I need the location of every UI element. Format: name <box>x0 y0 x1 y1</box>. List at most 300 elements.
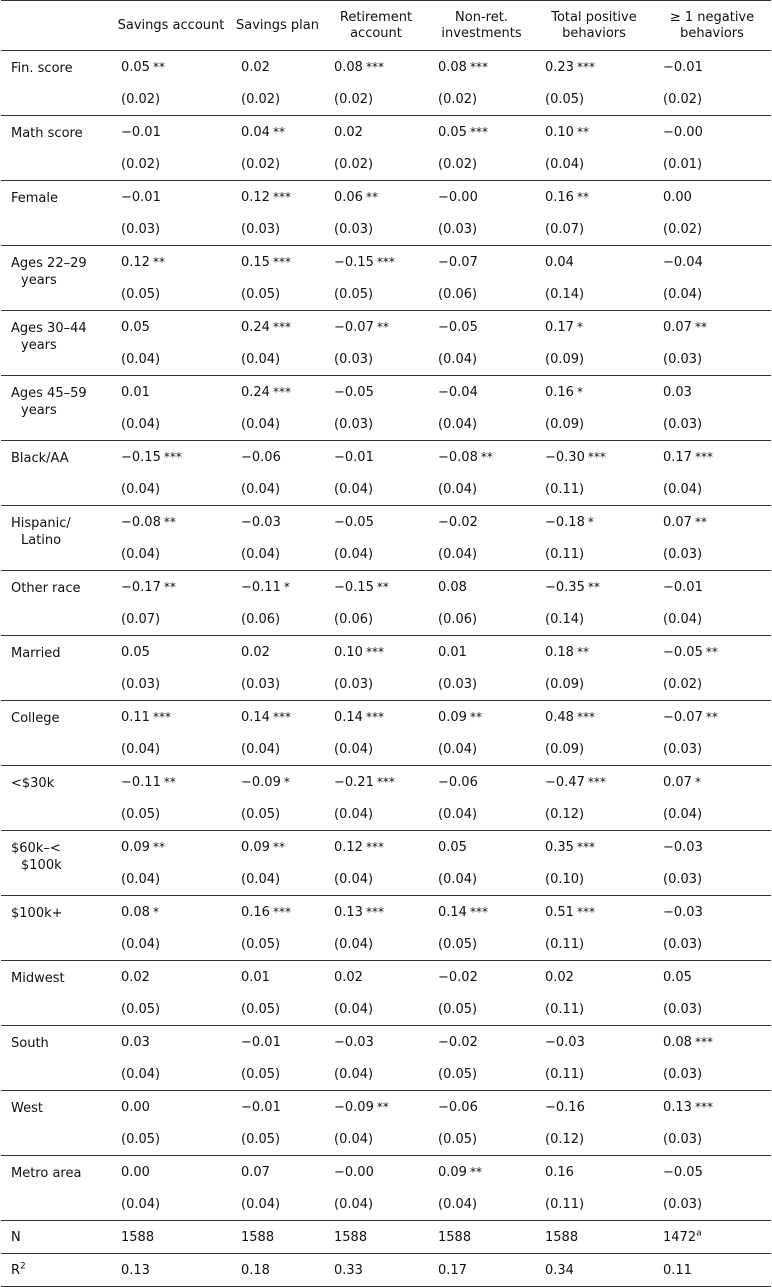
coefficient-value: 0.05 <box>121 319 150 335</box>
standard-error-cell: (0.05) <box>428 1124 535 1156</box>
significance-stars: *** <box>576 904 595 919</box>
coefficient-value: 0.05 <box>121 59 150 75</box>
statistic-value <box>653 1254 771 1287</box>
statistic-value-text: 1472 <box>663 1229 697 1245</box>
standard-error-cell: (0.04) <box>324 734 428 766</box>
coefficient-row <box>1 441 771 474</box>
significance-stars: *** <box>469 59 488 74</box>
coefficient-value: 0.07 <box>663 319 692 335</box>
coefficient-cell <box>324 181 428 214</box>
statistic-value-text: 1588 <box>241 1229 275 1245</box>
standard-error-cell: (0.04) <box>428 344 535 376</box>
standard-error-cell: (0.07) <box>535 214 653 246</box>
variable-label-line: Hispanic/ <box>11 516 71 531</box>
standard-error-cell: (0.02) <box>428 149 535 181</box>
standard-error-cell: (0.11) <box>535 929 653 961</box>
coefficient-cell <box>535 51 653 84</box>
variable-label-line: Metro area <box>11 1166 82 1181</box>
coefficient-row <box>1 1156 771 1189</box>
coefficient-value: 0.08 <box>438 59 467 75</box>
standard-error-cell: (0.04) <box>324 539 428 571</box>
coefficient-value: 0.17 <box>545 319 574 335</box>
coefficient-value: 0.08 <box>438 579 467 595</box>
standard-error-cell: (0.04) <box>324 474 428 506</box>
standard-error-cell: (0.05) <box>231 929 324 961</box>
standard-error-cell: (0.02) <box>653 214 771 246</box>
significance-stars: ** <box>480 449 493 464</box>
coefficient-cell <box>653 1026 771 1059</box>
significance-stars: *** <box>376 254 395 269</box>
significance-stars: *** <box>272 384 291 399</box>
statistic-row <box>1 1254 771 1287</box>
standard-error-cell: (0.04) <box>324 1059 428 1091</box>
standard-error-cell: (0.06) <box>428 604 535 636</box>
coefficient-cell <box>428 961 535 994</box>
coefficient-cell <box>428 181 535 214</box>
statistic-value <box>324 1254 428 1287</box>
coefficient-value: 0.14 <box>241 709 270 725</box>
significance-stars: ** <box>576 644 589 659</box>
standard-error-cell: (0.03) <box>653 929 771 961</box>
standard-error-cell: (0.04) <box>111 929 231 961</box>
variable-label-line: Midwest <box>11 971 65 986</box>
variable-label-line: <$30k <box>11 776 55 791</box>
coefficient-row <box>1 896 771 929</box>
coefficient-cell <box>653 571 771 604</box>
statistic-value-text: 0.33 <box>334 1262 363 1278</box>
coefficient-value: −0.03 <box>334 1034 374 1050</box>
standard-error-cell: (0.05) <box>428 994 535 1026</box>
standard-error-cell: (0.03) <box>653 1189 771 1221</box>
variable-label <box>1 571 111 636</box>
variable-label-line: Math score <box>11 126 83 141</box>
column-header-line: Savings plan <box>236 17 319 33</box>
coefficient-cell <box>231 636 324 669</box>
coefficient-value: 0.24 <box>241 384 270 400</box>
coefficient-value: −0.47 <box>545 774 585 790</box>
coefficient-cell <box>428 571 535 604</box>
variable-label-line: $60k–< <box>11 841 61 856</box>
standard-error-row <box>1 734 771 766</box>
coefficient-cell <box>111 571 231 604</box>
significance-stars: *** <box>365 59 384 74</box>
standard-error-cell: (0.03) <box>324 344 428 376</box>
standard-error-cell: (0.03) <box>111 214 231 246</box>
variable-label <box>1 441 111 506</box>
coefficient-value: −0.06 <box>241 449 281 465</box>
coefficient-value: 0.01 <box>121 384 150 400</box>
coefficient-cell <box>324 766 428 799</box>
coefficient-value: −0.07 <box>663 709 703 725</box>
standard-error-cell: (0.02) <box>111 84 231 116</box>
standard-error-cell: (0.02) <box>111 149 231 181</box>
coefficient-value: 0.09 <box>438 709 467 725</box>
standard-error-row <box>1 539 771 571</box>
statistic-label <box>1 1221 111 1254</box>
standard-error-cell: (0.05) <box>324 279 428 311</box>
standard-error-cell: (0.04) <box>428 734 535 766</box>
standard-error-cell: (0.05) <box>111 279 231 311</box>
standard-error-row <box>1 409 771 441</box>
coefficient-value: −0.18 <box>545 514 585 530</box>
coefficient-cell <box>428 766 535 799</box>
coefficient-value: −0.03 <box>663 904 703 920</box>
coefficient-cell <box>111 1156 231 1189</box>
coefficient-cell <box>324 51 428 84</box>
statistic-label-text: R <box>11 1262 21 1278</box>
standard-error-cell: (0.05) <box>231 1124 324 1156</box>
significance-stars: * <box>283 579 290 594</box>
coefficient-value: 0.12 <box>334 839 363 855</box>
significance-stars: *** <box>694 449 713 464</box>
coefficient-cell <box>231 831 324 864</box>
column-header <box>428 1 535 51</box>
coefficient-cell <box>231 896 324 929</box>
coefficient-cell <box>428 311 535 344</box>
significance-stars: ** <box>705 709 718 724</box>
standard-error-cell: (0.04) <box>231 734 324 766</box>
standard-error-cell: (0.05) <box>231 799 324 831</box>
significance-stars: *** <box>365 644 384 659</box>
statistic-label-text: N <box>11 1229 21 1245</box>
significance-stars: *** <box>163 449 182 464</box>
coefficient-value: −0.06 <box>438 1099 478 1115</box>
coefficient-row <box>1 116 771 149</box>
coefficient-cell <box>653 701 771 734</box>
coefficient-value: −0.00 <box>663 124 703 140</box>
significance-stars: ** <box>705 644 718 659</box>
statistic-value-text: 0.34 <box>545 1262 574 1278</box>
coefficient-cell <box>653 116 771 149</box>
significance-stars: ** <box>694 319 707 334</box>
significance-stars: ** <box>576 189 589 204</box>
standard-error-cell: (0.04) <box>428 799 535 831</box>
significance-stars: ** <box>163 514 176 529</box>
standard-error-cell: (0.05) <box>111 1124 231 1156</box>
standard-error-cell: (0.09) <box>535 669 653 701</box>
coefficient-value: −0.03 <box>241 514 281 530</box>
variable-label-line: $100k+ <box>11 906 63 921</box>
coefficient-value: −0.11 <box>121 774 161 790</box>
statistic-value <box>535 1254 653 1287</box>
column-header-line: behaviors <box>680 25 744 41</box>
standard-error-cell: (0.04) <box>428 474 535 506</box>
coefficient-cell <box>535 181 653 214</box>
significance-stars: ** <box>163 579 176 594</box>
coefficient-value: −0.01 <box>241 1099 281 1115</box>
coefficient-cell <box>653 311 771 344</box>
standard-error-cell: (0.14) <box>535 279 653 311</box>
coefficient-row <box>1 831 771 864</box>
column-header-line: Savings account <box>117 17 225 33</box>
coefficient-value: −0.01 <box>663 579 703 595</box>
standard-error-row <box>1 799 771 831</box>
variable-label <box>1 51 111 116</box>
coefficient-value: −0.02 <box>438 514 478 530</box>
standard-error-cell: (0.03) <box>428 669 535 701</box>
standard-error-cell: (0.10) <box>535 864 653 896</box>
variable-label-line: Female <box>11 191 59 206</box>
coefficient-value: 0.06 <box>334 189 363 205</box>
significance-stars: *** <box>152 709 171 724</box>
statistic-value <box>428 1254 535 1287</box>
coefficient-cell <box>535 1091 653 1124</box>
coefficient-cell <box>231 51 324 84</box>
significance-stars: *** <box>576 59 595 74</box>
variable-label <box>1 896 111 961</box>
coefficient-value: 0.07 <box>663 514 692 530</box>
standard-error-cell: (0.03) <box>324 214 428 246</box>
coefficient-cell <box>324 1156 428 1189</box>
significance-stars: ** <box>272 839 285 854</box>
coefficient-row <box>1 961 771 994</box>
standard-error-cell: (0.03) <box>111 669 231 701</box>
coefficient-cell <box>653 896 771 929</box>
coefficient-value: 0.10 <box>334 644 363 660</box>
statistic-value-text: 1588 <box>438 1229 472 1245</box>
significance-stars: *** <box>272 319 291 334</box>
coefficient-cell <box>111 441 231 474</box>
coefficient-value: −0.01 <box>121 124 161 140</box>
coefficient-cell <box>428 1156 535 1189</box>
coefficient-value: 0.24 <box>241 319 270 335</box>
coefficient-cell <box>111 246 231 279</box>
standard-error-cell: (0.04) <box>324 994 428 1026</box>
standard-error-cell: (0.04) <box>111 539 231 571</box>
coefficient-cell <box>324 1091 428 1124</box>
standard-error-cell: (0.04) <box>324 929 428 961</box>
standard-error-cell: (0.04) <box>111 864 231 896</box>
standard-error-cell: (0.11) <box>535 994 653 1026</box>
statistic-value <box>324 1221 428 1254</box>
standard-error-cell: (0.02) <box>231 84 324 116</box>
statistic-value <box>231 1254 324 1287</box>
coefficient-row <box>1 1026 771 1059</box>
column-header-line: account <box>350 25 402 41</box>
coefficient-value: 0.16 <box>545 189 574 205</box>
coefficient-cell <box>231 506 324 539</box>
coefficient-value: −0.05 <box>663 1164 703 1180</box>
coefficient-cell <box>428 1026 535 1059</box>
coefficient-value: −0.21 <box>334 774 374 790</box>
coefficient-cell <box>111 311 231 344</box>
variable-label-line: Latino <box>21 533 62 548</box>
coefficient-value: 0.11 <box>121 709 150 725</box>
coefficient-value: 0.12 <box>241 189 270 205</box>
coefficient-cell <box>535 636 653 669</box>
coefficient-value: −0.03 <box>545 1034 585 1050</box>
coefficient-cell <box>111 181 231 214</box>
standard-error-cell: (0.11) <box>535 474 653 506</box>
coefficient-cell <box>111 506 231 539</box>
coefficient-value: 0.02 <box>545 969 574 985</box>
variable-label <box>1 311 111 376</box>
coefficient-cell <box>535 116 653 149</box>
coefficient-cell <box>653 441 771 474</box>
coefficient-cell <box>428 51 535 84</box>
variable-label-line: South <box>11 1036 49 1051</box>
standard-error-cell: (0.03) <box>653 539 771 571</box>
significance-stars: * <box>576 319 583 334</box>
significance-stars: *** <box>576 709 595 724</box>
standard-error-row <box>1 84 771 116</box>
statistic-value <box>231 1221 324 1254</box>
coefficient-cell <box>535 376 653 409</box>
column-header-line: Retirement <box>339 9 413 25</box>
coefficient-value: 0.01 <box>241 969 270 985</box>
coefficient-cell <box>324 571 428 604</box>
standard-error-row <box>1 604 771 636</box>
coefficient-value: 0.16 <box>545 1164 574 1180</box>
coefficient-cell <box>535 701 653 734</box>
standard-error-cell: (0.04) <box>428 539 535 571</box>
significance-stars: *** <box>576 839 595 854</box>
coefficient-cell <box>324 376 428 409</box>
standard-error-cell: (0.03) <box>653 734 771 766</box>
coefficient-value: 0.02 <box>241 59 270 75</box>
variable-label <box>1 701 111 766</box>
variable-label-line: Ages 30–44 <box>11 321 87 336</box>
coefficient-cell <box>231 441 324 474</box>
standard-error-cell: (0.03) <box>231 214 324 246</box>
significance-stars: *** <box>365 709 384 724</box>
statistic-value-text: 1588 <box>121 1229 155 1245</box>
standard-error-cell: (0.03) <box>653 409 771 441</box>
standard-error-cell: (0.02) <box>428 84 535 116</box>
coefficient-value: −0.05 <box>334 514 374 530</box>
variable-label-line: Married <box>11 646 61 661</box>
significance-stars: *** <box>272 254 291 269</box>
standard-error-row <box>1 474 771 506</box>
coefficient-cell <box>111 831 231 864</box>
variable-label-line: Black/AA <box>11 451 69 466</box>
coefficient-cell <box>535 961 653 994</box>
significance-stars: ** <box>469 709 482 724</box>
coefficient-value: −0.01 <box>121 189 161 205</box>
variable-label <box>1 181 111 246</box>
coefficient-cell <box>535 1156 653 1189</box>
standard-error-cell: (0.11) <box>535 539 653 571</box>
variable-label-line: $100k <box>21 858 62 873</box>
coefficient-cell <box>231 1156 324 1189</box>
coefficient-value: 0.16 <box>241 904 270 920</box>
standard-error-cell: (0.05) <box>428 1059 535 1091</box>
standard-error-cell: (0.04) <box>231 344 324 376</box>
coefficient-value: −0.07 <box>334 319 374 335</box>
coefficient-cell <box>653 181 771 214</box>
coefficient-cell <box>428 896 535 929</box>
coefficient-cell <box>428 506 535 539</box>
coefficient-value: 0.08 <box>334 59 363 75</box>
coefficient-row <box>1 51 771 84</box>
coefficient-value: −0.00 <box>334 1164 374 1180</box>
coefficient-cell <box>653 376 771 409</box>
significance-stars: ** <box>152 839 165 854</box>
standard-error-cell: (0.04) <box>231 539 324 571</box>
coefficient-value: −0.07 <box>438 254 478 270</box>
coefficient-cell <box>535 246 653 279</box>
coefficient-cell <box>324 441 428 474</box>
regression-table <box>1 0 771 1287</box>
standard-error-cell: (0.12) <box>535 1124 653 1156</box>
coefficient-value: 0.14 <box>438 904 467 920</box>
statistic-value-text: 0.18 <box>241 1262 270 1278</box>
statistic-value-text: 0.13 <box>121 1262 150 1278</box>
statistic-label <box>1 1254 111 1287</box>
table-body <box>1 51 771 1287</box>
coefficient-value: −0.16 <box>545 1099 585 1115</box>
coefficient-value: 0.00 <box>663 189 692 205</box>
coefficient-cell <box>231 181 324 214</box>
coefficient-value: −0.30 <box>545 449 585 465</box>
coefficient-value: −0.01 <box>663 59 703 75</box>
coefficient-cell <box>653 961 771 994</box>
coefficient-cell <box>324 116 428 149</box>
coefficient-value: 0.00 <box>121 1099 150 1115</box>
standard-error-cell: (0.06) <box>324 604 428 636</box>
coefficient-value: −0.15 <box>121 449 161 465</box>
coefficient-value: 0.17 <box>663 449 692 465</box>
coefficient-value: 0.10 <box>545 124 574 140</box>
significance-stars: *** <box>365 839 384 854</box>
coefficient-cell <box>653 831 771 864</box>
significance-stars: * <box>152 904 159 919</box>
standard-error-cell: (0.04) <box>653 279 771 311</box>
standard-error-cell: (0.05) <box>535 84 653 116</box>
coefficient-value: −0.02 <box>438 1034 478 1050</box>
coefficient-value: 0.04 <box>545 254 574 270</box>
standard-error-cell: (0.05) <box>111 994 231 1026</box>
coefficient-value: 0.08 <box>121 904 150 920</box>
coefficient-cell <box>428 246 535 279</box>
coefficient-cell <box>324 896 428 929</box>
coefficient-value: −0.15 <box>334 579 374 595</box>
significance-stars: ** <box>152 59 165 74</box>
coefficient-value: −0.09 <box>241 774 281 790</box>
variable-label-line: Fin. score <box>11 61 73 76</box>
significance-stars: * <box>283 774 290 789</box>
coefficient-cell <box>111 1026 231 1059</box>
coefficient-cell <box>535 766 653 799</box>
variable-label <box>1 636 111 701</box>
significance-stars: *** <box>587 774 606 789</box>
coefficient-row <box>1 246 771 279</box>
variable-label <box>1 506 111 571</box>
standard-error-cell: (0.02) <box>324 149 428 181</box>
coefficient-cell <box>535 441 653 474</box>
standard-error-cell: (0.04) <box>653 799 771 831</box>
standard-error-cell: (0.01) <box>653 149 771 181</box>
significance-stars: ** <box>576 124 589 139</box>
coefficient-value: −0.35 <box>545 579 585 595</box>
standard-error-cell: (0.04) <box>111 344 231 376</box>
coefficient-value: 0.05 <box>438 839 467 855</box>
coefficient-cell <box>535 1026 653 1059</box>
variable-label <box>1 116 111 181</box>
coefficient-value: 0.18 <box>545 644 574 660</box>
standard-error-row <box>1 994 771 1026</box>
variable-label-line: years <box>21 403 57 418</box>
variable-label <box>1 961 111 1026</box>
standard-error-row <box>1 929 771 961</box>
coefficient-value: 0.08 <box>663 1034 692 1050</box>
standard-error-cell: (0.04) <box>653 474 771 506</box>
standard-error-cell: (0.07) <box>111 604 231 636</box>
coefficient-value: 0.14 <box>334 709 363 725</box>
significance-stars: ** <box>376 1099 389 1114</box>
coefficient-value: 0.12 <box>121 254 150 270</box>
standard-error-cell: (0.03) <box>324 409 428 441</box>
